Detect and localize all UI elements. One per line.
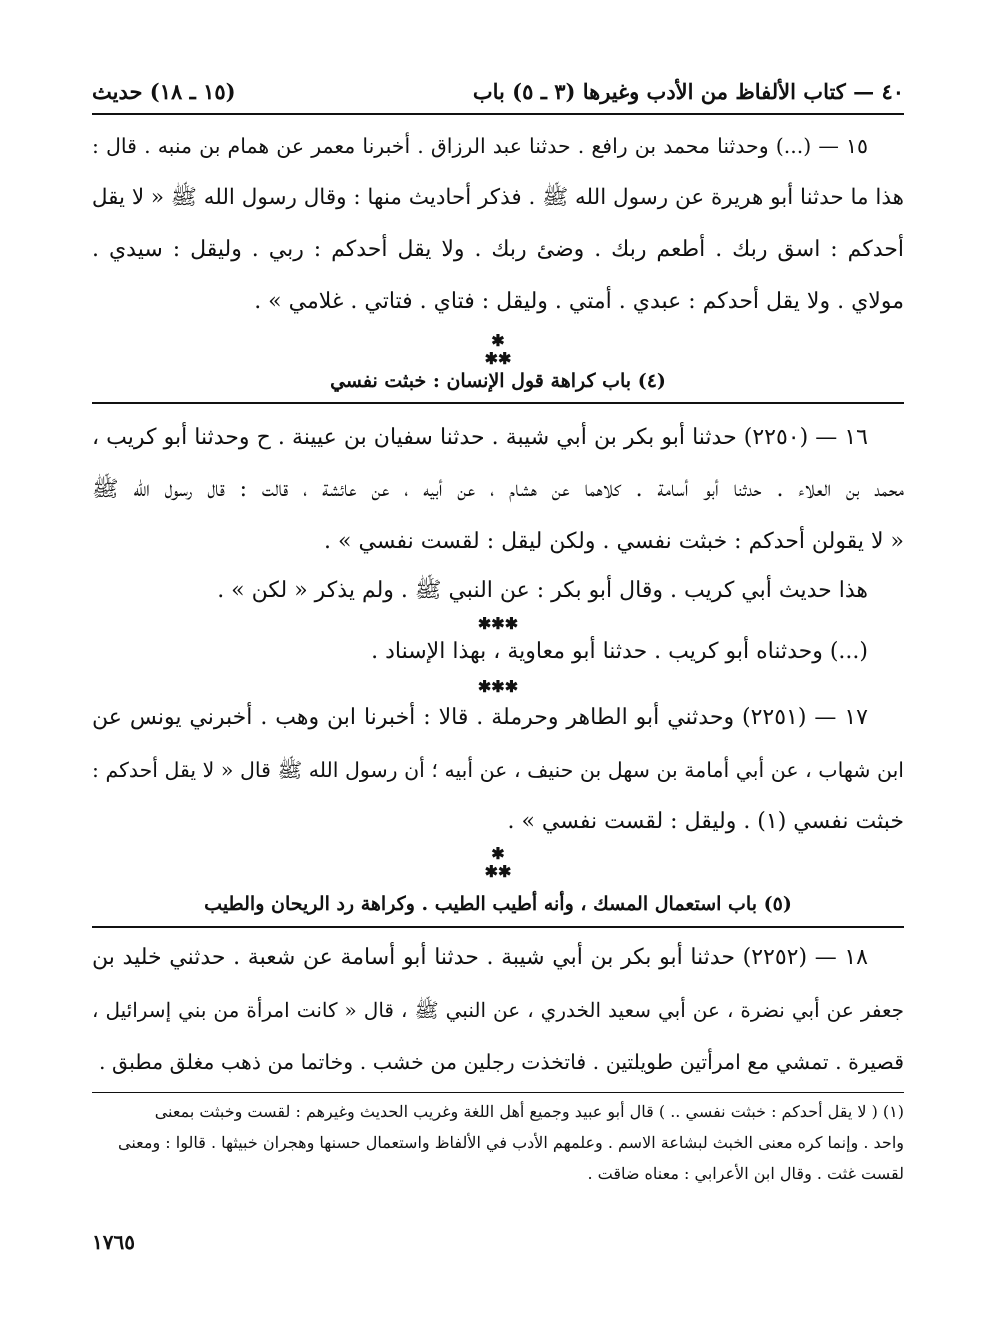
text-line: هذا ما حدثنا أبو هريرة عن رسول الله ﷺ . فذكر أحاديث منها : وقال رسول الله ﷺ « لا يقل [92, 185, 904, 210]
header-rule [92, 113, 904, 115]
separator-stars: ✱ ✱✱ [484, 844, 512, 881]
footnote-line: لقست غثت . وقال ابن الأعرابي : معناه ضاقت . [587, 1164, 904, 1183]
text-line: ١٨ — (٢٢٥٢) حدثنا أبو بكر بن أبي شيبة . حدثنا أبو أسامة عن شعبة . حدثني خليد بن [92, 945, 868, 970]
text-line: أحدكم : اسق ربك . أطعم ربك . وضئ ربك . ولا يقل أحدكم : ربي . وليقل : سيدي . [92, 237, 904, 262]
page-header [92, 74, 904, 110]
text-line: ابن شهاب ، عن أبي أمامة بن سهل بن حنيف ، عن أبيه ؛ أن رسول الله ﷺ قال « لا يقل أحدكم : [92, 758, 904, 782]
book-page [92, 60, 904, 1280]
footnote-line: واحد . وإنما كره معنى الخبث لبشاعة الاسم . وعلمهم الأدب في الألفاظ واستعمال حسنها وهجران خبيثها . قالوا : ومعنى [118, 1133, 904, 1152]
text-line: خبثت نفسي (١) . وليقل : لقست نفسي » . [507, 809, 904, 834]
text-line: « لا يقولن أحدكم : خبثت نفسي . ولكن ليقل : لقست نفسي » . [324, 529, 904, 554]
separator-stars: ✱✱✱ [477, 677, 519, 696]
page-number: ١٧٦٥ [92, 1230, 135, 1254]
hadith-15 [92, 120, 904, 328]
hadith-17 [92, 692, 904, 848]
chapter-rule [92, 926, 904, 928]
text-line: (...) وحدثناه أبو كريب . حدثنا أبو معاوية ، بهذا الإسناد . [371, 639, 868, 664]
chapter-heading-5: (٥) باب استعمال المسك ، وأنه أطيب الطيب . وكراهة رد الريحان والطيب [204, 893, 792, 915]
header-hadith-range: (١٥ ـ ١٨) حديث [92, 79, 236, 104]
text-line: ١٧ — (٢٢٥١) وحدثني أبو الطاهر وحرملة . قالا : أخبرنا ابن وهب . أخبرني يونس عن [92, 705, 868, 730]
chapter-heading-4: (٤) باب كراهة قول الإنسان : خبثت نفسي [330, 370, 666, 392]
text-line: ١٦ — (٢٢٥٠) حدثنا أبو بكر بن أبي شيبة . حدثنا سفيان بن عيينة . ح وحدثنا أبو كريب ، [92, 425, 868, 450]
hadith-16-chain [92, 626, 904, 678]
hadith-18 [92, 932, 904, 1088]
text-line: مولاي . ولا يقل أحدكم : عبدي . أمتي . وليقل : فتاي . فتاتي . غلامي » . [254, 289, 904, 314]
hadith-16-note [92, 565, 904, 617]
hadith-16 [92, 412, 904, 568]
separator-stars: ✱ ✱✱ [484, 331, 512, 368]
text-line: محمد بن العلاء . حدثنا أبو أسامة . كلاهما عن هشام ، عن أبيه ، عن عائشة ، قالت : قال رسول الله ﷺ [92, 477, 904, 502]
text-line: ١٥ — (...) وحدثنا محمد بن رافع . حدثنا عبد الرزاق . أخبرنا معمر عن همام بن منبه . قال : [92, 134, 868, 158]
header-title: ٤٠ — كتاب الألفاظ من الأدب وغيرها (٣ ـ ٥) باب [472, 79, 904, 104]
text-line: قصيرة . تمشي مع امرأتين طويلتين . فاتخذت رجلين من خشب . وخاتما من ذهب مغلق مطبق . [98, 1050, 904, 1074]
chapter-rule [92, 402, 904, 404]
footnote-rule [92, 1092, 904, 1093]
separator-stars: ✱✱✱ [477, 614, 519, 633]
footnote [92, 1096, 904, 1189]
text-line: هذا حديث أبي كريب . وقال أبو بكر : عن النبي ﷺ . ولم يذكر « لكن » . [217, 578, 868, 603]
text-line: جعفر عن أبي نضرة ، عن أبي سعيد الخدري ، عن النبي ﷺ ، قال « كانت امرأة من بني إسرائيل ، [92, 998, 904, 1022]
footnote-line: (١) ( لا يقل أحدكم : خبثت نفسي .. ) قال أبو عبيد وجميع أهل اللغة وغريب الحديث وغيرهم : لقست وخبثت بمعنى [154, 1102, 904, 1121]
